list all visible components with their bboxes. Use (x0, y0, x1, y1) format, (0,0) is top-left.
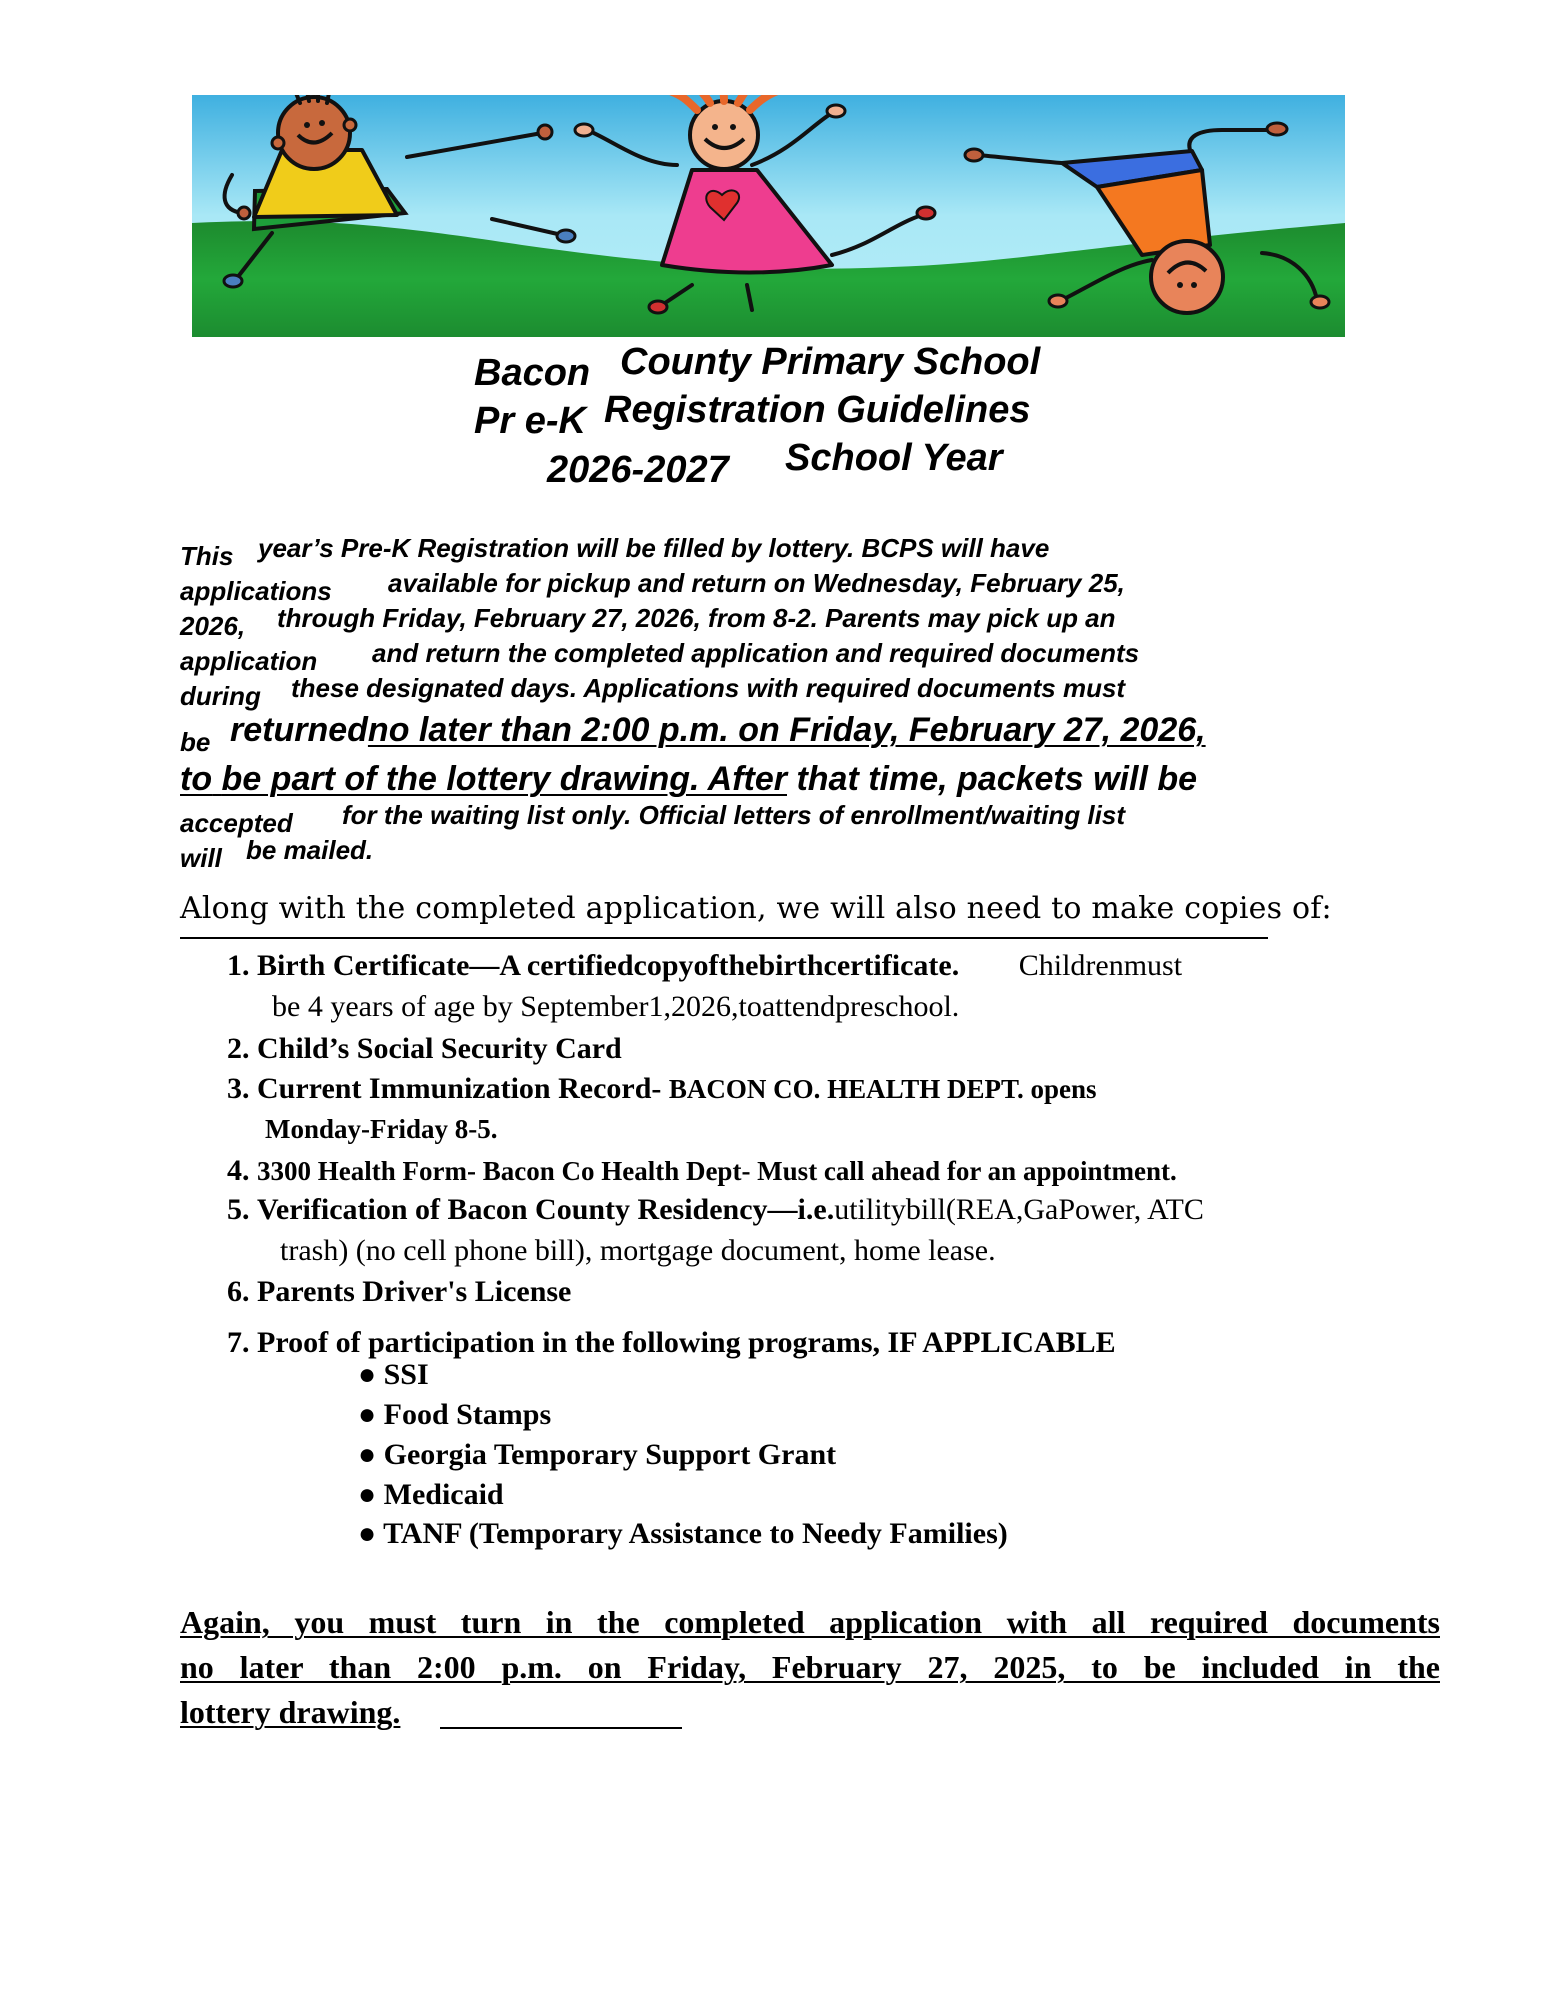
item-title: Proof of participation in the following programs, IF APPLICABLE (257, 1326, 1116, 1359)
copies-intro-underline (180, 937, 1268, 939)
closing-line-2: no later than 2:00 p.m. on Friday, February 27, 2025, to be included in the (180, 1649, 1440, 1685)
title-years: 2026-2027 (547, 449, 729, 491)
requirement-item-3-continuation: Monday-Friday 8-5. (265, 1114, 498, 1144)
title-school-name: County Primary School (620, 341, 1041, 383)
copies-intro-text: Along with the completed application, we will also need to make copies of: (180, 891, 1332, 926)
bullet-icon: ● (358, 1478, 377, 1511)
intro-lead-word: This (180, 541, 234, 571)
requirement-item-6 (227, 1277, 571, 1307)
item-title: Current Immunization Record- (257, 1072, 662, 1105)
item-title: Parents Driver's License (257, 1275, 572, 1308)
closing-line-1: Again, you must turn in the completed application with all required documents (180, 1604, 1440, 1640)
requirement-item-7 (227, 1328, 1116, 1358)
intro-lottery-underlined: be part of the lottery drawing. After (221, 760, 787, 798)
bullet-icon: ● (358, 1398, 377, 1431)
item-number: 5. (227, 1193, 250, 1226)
intro-deadline-underlined: no later than 2:00 p.m. on Friday, February 27, 2026, (367, 711, 1206, 749)
bullet-icon: ● (358, 1438, 377, 1471)
title-word-bacon: Bacon (474, 352, 591, 394)
title-word-prek: Pr e-K (474, 400, 586, 442)
item-number: 3. (227, 1072, 250, 1105)
intro-lead-word: application (180, 646, 318, 676)
intro-lead-word: 2026, (180, 611, 246, 641)
intro-line: available for pickup and return on Wednesday, February 25, (388, 568, 1125, 598)
intro-lead-word: during (180, 681, 261, 711)
program-item: ● Georgia Temporary Support Grant (358, 1438, 837, 1471)
banner-illustration (192, 95, 1345, 337)
intro-deadline-line (230, 713, 1268, 747)
intro-returned-word: returned (230, 711, 368, 749)
intro-lead-word: will (180, 843, 222, 873)
requirement-item-1-continuation: be 4 years of age by September1,2026,toattendpreschool. (272, 990, 960, 1023)
program-item: ● Medicaid (358, 1478, 504, 1511)
requirement-item-2 (227, 1034, 622, 1064)
bullet-icon: ● (358, 1517, 377, 1550)
intro-lottery-plain: that time, packets will be (796, 760, 1198, 798)
item-title: 3300 Health Form- Bacon Co Health Dept- Must call ahead for an appointment. (257, 1156, 1177, 1186)
program-item: ● TANF (Temporary Assistance to Needy Families) (358, 1517, 1008, 1550)
requirement-item-5 (227, 1195, 1204, 1225)
item-number: 6. (227, 1275, 250, 1308)
item-note: Childrenmust (1018, 949, 1183, 982)
intro-line: be mailed. (246, 835, 374, 865)
children-playing-image (192, 95, 1345, 337)
intro-line: year’s Pre-K Registration will be filled by lottery. BCPS will have (258, 533, 1050, 563)
item-note: BACON CO. HEALTH DEPT. opens (668, 1074, 1097, 1104)
item-number: 1. (227, 949, 250, 982)
requirement-item-5-continuation: trash) (no cell phone bill), mortgage document, home lease. (280, 1234, 996, 1267)
item-title: Birth Certificate—A certifiedcopyofthebirthcertificate. (257, 949, 960, 982)
item-title: Verification of Bacon County Residency—i.e. (257, 1193, 835, 1226)
requirement-item-3 (227, 1074, 1097, 1104)
closing-trailing-underline (440, 1727, 682, 1729)
intro-lead-word: to (180, 760, 213, 798)
item-number: 2. (227, 1032, 250, 1065)
title-registration-guidelines: Registration Guidelines (604, 389, 1031, 431)
item-note: utilitybill(REA,GaPower, ATC (834, 1193, 1204, 1226)
closing-line-3: lottery drawing. (180, 1694, 401, 1730)
intro-line: for the waiting list only. Official letters of enrollment/waiting list (342, 800, 1125, 830)
title-school-year: School Year (785, 437, 1003, 479)
intro-lead-word: accepted (180, 808, 293, 838)
item-title: Child’s Social Security Card (257, 1032, 622, 1065)
intro-lead-word: be (180, 727, 211, 757)
intro-line: and return the completed application and required documents (372, 638, 1140, 668)
requirement-item-4 (227, 1156, 1177, 1186)
item-number: 4. (227, 1154, 250, 1187)
item-number: 7. (227, 1326, 250, 1359)
bullet-icon: ● (358, 1358, 377, 1391)
intro-line: these designated days. Applications with required documents must (291, 673, 1126, 703)
intro-line: through Friday, February 27, 2026, from 8-2. Parents may pick up an (277, 603, 1116, 633)
program-item: ● SSI (358, 1358, 429, 1391)
intro-lead-word: applications (180, 576, 332, 606)
intro-lottery-line (180, 762, 1197, 796)
program-item: ● Food Stamps (358, 1398, 552, 1431)
requirement-item-1 (227, 951, 1182, 981)
